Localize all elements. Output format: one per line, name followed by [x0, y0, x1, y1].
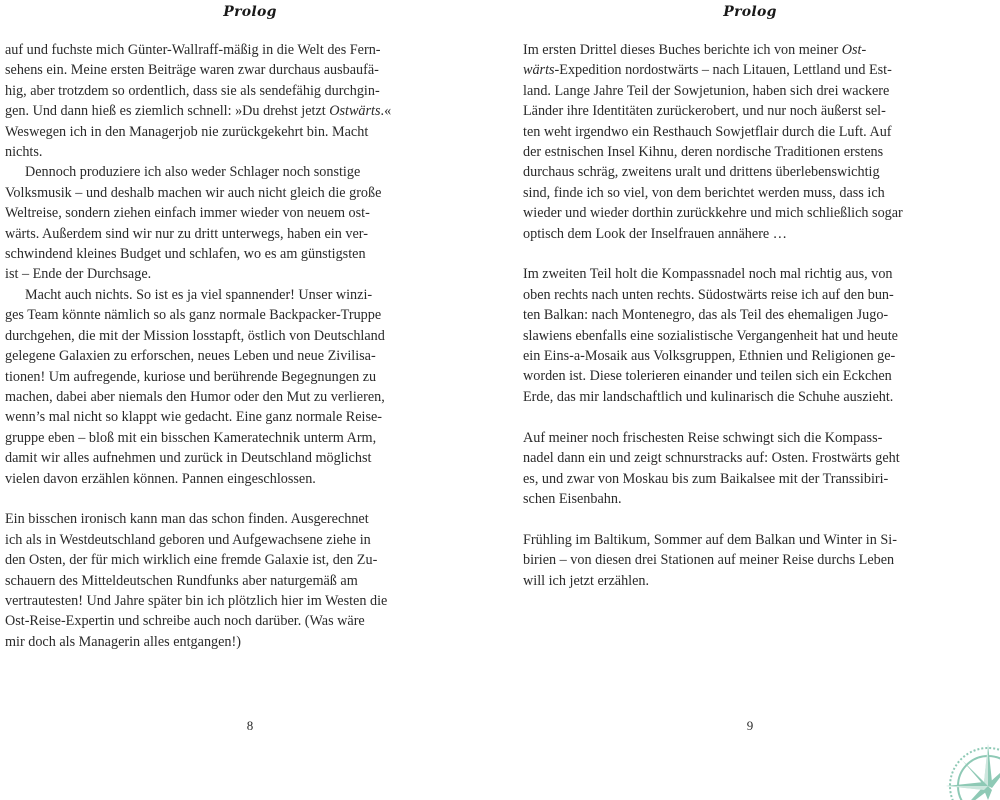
text-column — [5, 40, 397, 652]
paragraph: Frühling im Baltikum, Sommer auf dem Balkan und Winter in Si- birien – von diesen drei Stationen auf meiner Reise durchs Leben will ich jetzt erzählen. — [523, 531, 897, 589]
paragraph: Auf meiner noch frischesten Reise schwingt sich die Kompass- nadel dann ein und zeigt schnurstracks auf: Osten. Frostwärts geht es, und zwar von Moskau bis zum Baikalsee mit der Transsibiri- schen Eisenbahn. — [523, 429, 900, 507]
paragraph: Dennoch produziere ich also weder Schlager noch sonstige Volksmusik – und deshalb machen wir auch nicht gleich die große Weltreise, sondern ziehen einfach immer wieder von neuem ost- wärts. Außerdem sind wir nur zu dritt unterwegs, haben ein ver- schwindend kleines Budget und schlafen, wo es am günstigsten ist – Ende der Durchsage. — [5, 164, 382, 283]
paragraph: Ein bisschen ironisch kann man das schon finden. Ausgerechnet ich als in Westdeutschland geboren und Aufgewachsene ziehe in den Osten, der für mich wirklich eine fremde Galaxie ist, den Zu- schauern des Mitteldeutschen Rundfunks aber naturgemäß am vertrautesten! Und Jahre später bin ich plötzlich hier im Westen die Ost-Reise-Expertin und schreibe auch noch darüber. (Was wäre mir doch als Managerin alles entgangen!) — [5, 511, 388, 650]
running-header: Prolog — [223, 4, 277, 20]
paragraph: Im ersten Drittel dieses Buches berichte ich von meiner Ost- wärts-Expedition nordostwärts – nach Litauen, Lettland und Est- land. Lange Jahre Teil der Sowjetunion, haben sich drei wackere Länder ihre Identitäten zurückerobert, und nur noch äußerst sel- ten weht irgendwo ein Resthauch Sowjetflair durch die Luft. Auf der estnischen Insel Kihnu, deren nordische Traditionen erstens durchaus schräg, zweitens uralt und drittens überlebenswichtig sind, finde ich so viel, von dem berichtet werden muss, dass ich wieder und wieder dorthin zurückkehre und mich schließlich sogar optisch dem Look der Inselfrauen annähere … — [523, 42, 903, 242]
page-number: 8 — [246, 718, 254, 733]
paragraph: Macht auch nichts. So ist es ja viel spannender! Unser winzi- ges Team könnte nämlich so als ganz normale Backpacker-Truppe durchgehen, die mit der Mission losstapft, östlich von Deutschland gelegene Galaxien zu erforschen, neues Leben und neue Zivilisa- tionen! Um aufregende, kuriose und berührende Begegnungen zu machen, dabei aber niemals den Humor oder den Mut zu verlieren, wenn’s mal nicht so klappt wie gedacht. Eine ganz normale Reise- gruppe eben – bloß mit ein bisschen Kameratechnik unterm Arm, damit wir alles aufnehmen und zurück in Deutschland möglichst vielen davon erzählen können. Pannen eingeschlossen. — [5, 286, 385, 487]
compass-rose-icon — [932, 724, 1000, 800]
running-header: Prolog — [723, 4, 777, 20]
text-column — [523, 40, 916, 591]
paragraph: auf und fuchste mich Günter-Wallraff-mäßig in die Welt des Fern- sehens ein. Meine ersten Beiträge waren zwar durchaus ausbaufä- hig, aber trotzdem so ordentlich, dass sie als sendefähig durchgin- gen. Und dann hieß es ziemlich schnell: »Du drehst jetzt Ostwärts.« Weswegen ich in den Managerjob nie zurückgekehrt bin. Macht nichts. — [5, 42, 392, 161]
paragraph: Im zweiten Teil holt die Kompassnadel noch mal richtig aus, von oben rechts nach unten rechts. Südostwärts reise ich auf den bun- ten Balkan: nach Montenegro, das als Teil des ehemaligen Jugo- slawiens ebenfalls eine sozialistische Vergangenheit hat und heute ein Eins-a-Mosaik aus Volksgruppen, Ethnien und Religionen ge- worden ist. Diese tolerieren einander und teilen sich ein Eckchen Erde, das mir landschaftlich und kulinarisch die Schuhe auszieht. — [523, 266, 898, 405]
right-page — [500, 0, 1000, 800]
page-number: 9 — [746, 718, 754, 733]
